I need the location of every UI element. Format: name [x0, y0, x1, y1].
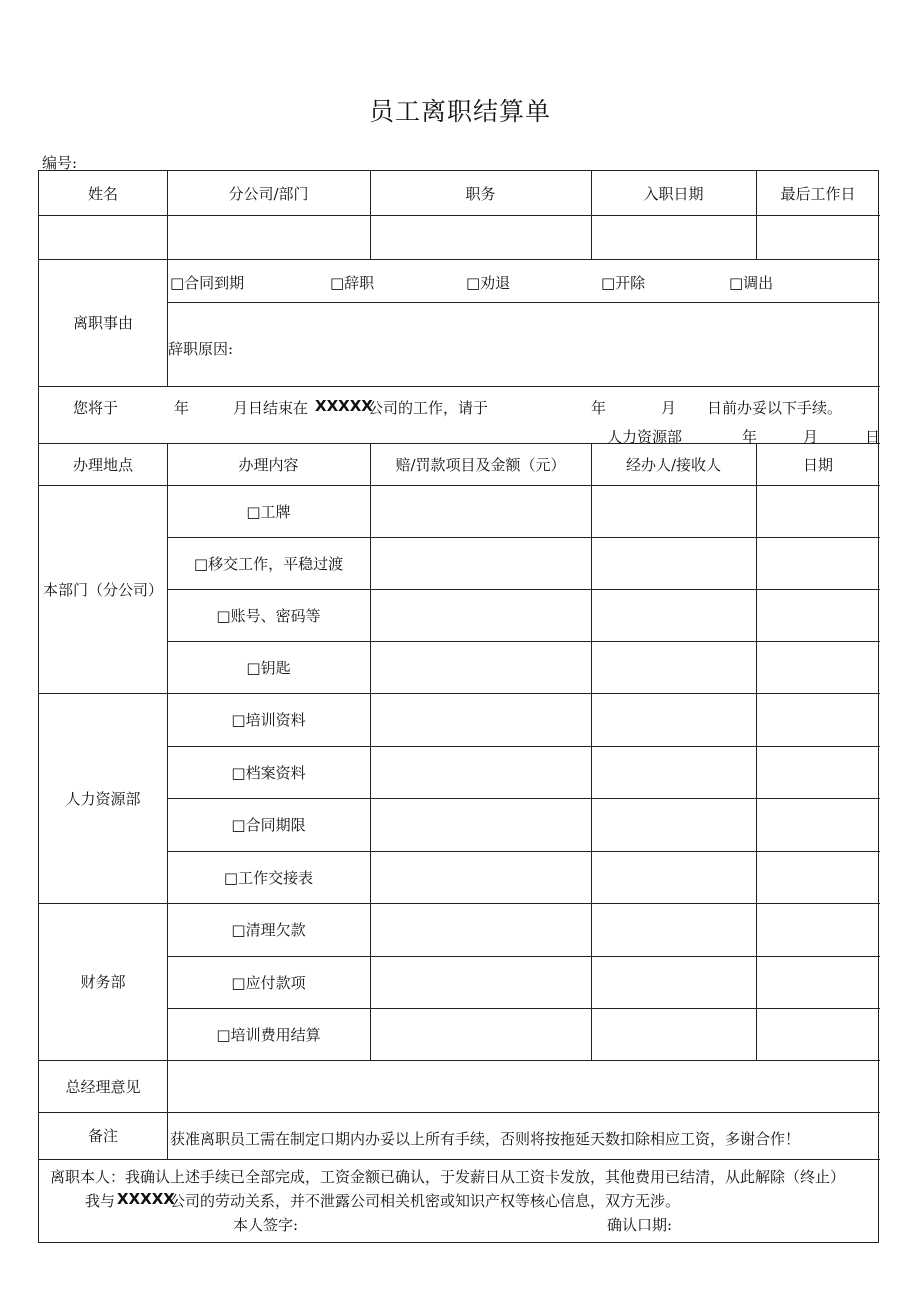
item-training-materials[interactable]: □培训资料 — [231, 711, 306, 729]
th-location: 办理地点 — [72, 455, 133, 474]
reason-option-transfer[interactable]: □调出 — [729, 274, 774, 292]
header-branch-dept: 分公司/部门 — [228, 184, 309, 203]
gm-opinion-label: 总经理意见 — [65, 1077, 141, 1096]
notice-company: XXXXX — [315, 397, 373, 415]
remarks-label: 备注 — [87, 1127, 118, 1145]
resign-reason-label: 辞职原因: — [168, 340, 234, 358]
header-position: 职务 — [465, 184, 496, 203]
header-last-workday: 最后工作日 — [780, 184, 856, 203]
item-handover-work[interactable]: □移交工作，平稳过渡 — [193, 554, 344, 573]
section-hr-dept: 人力资源部 — [65, 789, 141, 808]
th-content: 办理内容 — [238, 455, 299, 474]
hire-date-field[interactable] — [591, 215, 756, 259]
th-date: 日期 — [802, 455, 833, 474]
reason-option-persuaded[interactable]: □劝退 — [466, 274, 511, 292]
header-name: 姓名 — [87, 184, 118, 203]
notice-text-2: 月日结束在 — [233, 399, 309, 417]
position-field[interactable] — [370, 215, 591, 259]
declaration-line-1: 离职本人：我确认上述手续已全部完成，工资金额已确认，于发薪日从工资卡发放，其他费用已结清，从此解除（终止） — [50, 1168, 846, 1186]
gm-opinion-field[interactable] — [167, 1060, 880, 1112]
branch-dept-field[interactable] — [167, 215, 370, 259]
name-field[interactable] — [39, 215, 167, 259]
hr-sign-year: 年 — [742, 428, 758, 446]
item-keys[interactable]: □钥匙 — [246, 658, 291, 677]
declaration-line-2b: 公司的劳动关系，并不泄露公司相关机密或知识产权等核心信息，双方无涉。 — [170, 1192, 681, 1210]
item-badge[interactable]: □工牌 — [246, 502, 291, 521]
notice-deadline-month: 月 — [661, 399, 677, 417]
item-contract-term[interactable]: □合同期限 — [231, 816, 306, 834]
section-finance-dept: 财务部 — [80, 973, 126, 991]
th-handler: 经办人/接收人 — [625, 455, 722, 474]
notice-text-1: 您将于 — [73, 399, 119, 417]
notice-text-3: 公司的工作，请于 — [368, 399, 489, 417]
item-archive-materials[interactable]: □档案资料 — [231, 763, 306, 782]
notice-year: 年 — [174, 399, 190, 417]
remarks-text: 获准离职员工需在制定口期内办妥以上所有手续，否则将按拖延天数扣除相应工资，多谢合作！ — [170, 1130, 801, 1148]
reason-option-contract-expire[interactable]: □合同到期 — [170, 274, 245, 292]
section-own-dept: 本部门（分公司） — [42, 580, 163, 599]
declaration-company: XXXXX — [117, 1190, 175, 1208]
item-handover-form[interactable]: □工作交接表 — [223, 868, 314, 887]
item-clear-debts[interactable]: □清理欠款 — [231, 921, 306, 939]
item-accounts-passwords[interactable]: □账号、密码等 — [216, 606, 321, 625]
confirm-date-label: 确认口期: — [607, 1216, 673, 1234]
hr-sign-day: 日 — [865, 428, 881, 446]
hr-dept-signature: 人力资源部 — [607, 428, 683, 446]
item-training-fee-settlement[interactable]: □培训费用结算 — [216, 1025, 321, 1044]
last-workday-field[interactable] — [756, 215, 880, 259]
declaration-line-2a: 我与 — [85, 1192, 116, 1210]
notice-deadline-year: 年 — [591, 399, 607, 417]
page-title: 员工离职结算单 — [368, 97, 551, 126]
item-payables[interactable]: □应付款项 — [231, 973, 306, 992]
th-fines: 赔/罚款项目及金额（元） — [395, 455, 566, 474]
header-hire-date: 入职日期 — [643, 184, 704, 203]
settlement-form — [38, 170, 879, 1243]
doc-number-label: 编号: — [42, 154, 78, 172]
reason-option-resign[interactable]: □辞职 — [330, 274, 375, 292]
hr-sign-month: 月 — [803, 428, 819, 446]
signature-label: 本人签字: — [233, 1216, 299, 1234]
reason-label: 离职事由 — [72, 314, 133, 332]
reason-option-dismissal[interactable]: □开除 — [601, 274, 646, 292]
notice-text-4: 日前办妥以下手续。 — [707, 399, 843, 417]
